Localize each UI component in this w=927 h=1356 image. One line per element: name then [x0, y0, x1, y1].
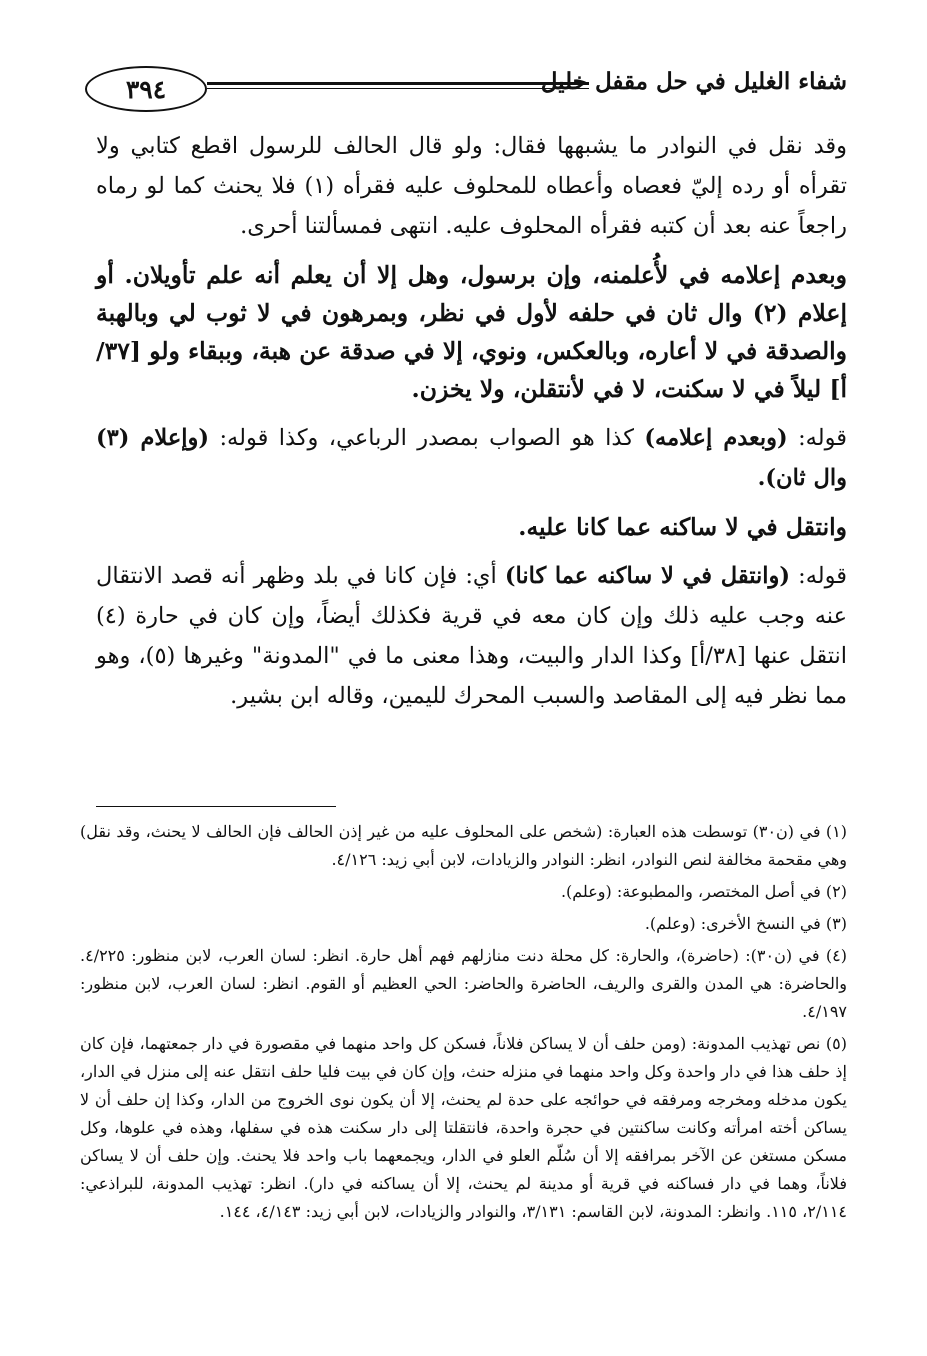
paragraph-2-quote-2: (وإعلام (٣) وال ثان). [96, 425, 847, 491]
footnote-1: (١) في (ن٣٠) توسطت هذه العبارة: (شخص على المحلوف عليه من غير إذن الحالف فإن الحالف لا يحنث، وقد نقل) وهي مقحمة مخالفة لنص النوادر، انظر: النوادر والزيادات، لابن أبي زيد: ٤/١٢٦. [80, 822, 847, 869]
running-title: شفاء الغليل في حل مقفل خليل [540, 68, 847, 95]
paragraph-3-rest: أي: فإن كانا في بلد وظهر أنه قصد الانتقال عنه وجب عليه ذلك وإن كان معه في قرية فكذلك أيضاً، وإن كان في حارة (٤) انتقل عنها [٣٨/أ] وكذا الدار والبيت، وهذا معنى ما في "المدونة" وغيرها (٥)، وهو مما نظر فيه إلى المقاصد والسبب المحرك لليمين، وقاله ابن بشير. [96, 563, 848, 709]
paragraph-2-lead: قوله: [787, 425, 847, 451]
footnote-separator [96, 806, 336, 807]
paragraph-2-quote-1: (وبعدم إعلامه) [644, 425, 788, 451]
page-number: ٣٩٤ [85, 66, 207, 112]
matn-paragraph-1: وبعدم إعلامه في لأُعلمنه، وإن برسول، وهل إلا أن يعلم أنه علم تأويلان. أو إعلام (٢) وال ثان في حلفه لأول في نظر، وبمرهون في لا ثوب لي وبالهبة والصدقة في لا أعاره، وبالعكس، ونوي، إلا في صدقة عن هبة، وببقاء ولو [٣٧/أ] ليلاً في لا سكنت، لا في لأنتقلن، ولا يخزن. [96, 261, 847, 403]
page-header [85, 62, 847, 114]
footnote-4: (٤) في (ن٣٠): (حاضرة)، والحارة: كل محلة دنت منازلهم فهم أهل حارة. انظر: لسان العرب، لابن منظور: ٤/٢٢٥. والحاضرة: هي المدن والقرى والريف، الحاضرة والحاضر: الحي العظيم أو القوم. انظر: لسان العرب، لابن منظور: ٤/١٩٧. [80, 946, 848, 1021]
paragraph-3 [96, 556, 847, 716]
main-text [96, 126, 847, 726]
footnote-2: (٢) في أصل المختصر، والمطبوعة: (وعلم). [560, 882, 847, 901]
footnotes [80, 818, 847, 1230]
paragraph-3-quote: (وانتقل في لا ساكنه عما كانا) [504, 563, 791, 589]
header-rule [207, 82, 589, 89]
paragraph-1: وقد نقل في النوادر ما يشبهها فقال: ولو قال الحالف للرسول اقطع كتابي ولا تقرأه أو رده إليّ فعصاه وأعطاه للمحلوف عليه فقرأه (١) فلا يحنث كما لو رماه راجعاً عنه بعد أن كتبه فقرأه المحلوف عليه. انتهى فمسألتنا أحرى. [96, 133, 847, 239]
footnote-3: (٣) في النسخ الأخرى: (وعلم). [644, 914, 847, 933]
paragraph-2 [96, 418, 847, 498]
matn-paragraph-2: وانتقل في لا ساكنه عما كانا عليه. [518, 513, 847, 541]
footnote-5: (٥) نص تهذيب المدونة: (ومن حلف أن لا يساكن فلاناً، فسكن كل واحد منهما في مقصورة في دار جمعتهما، فإن كان إذ حلف هذا في دار واحدة وكل واحد منهما في منزله حنث، وإن كان في بيت فليا حلف انتقل عنه إلى منزل في الدار، يكون مدخله ومخرجه ومرفقه في حوائجه على حدة لم يحنث، إلا أن يكون نوى الخروج من الدار، وكذا إن حلف أن لا يساكن أخته امرأته وكانت ساكنتين في حجرة واحدة، فانتقلتا إلى دار سكنت هذه في سفلها، وهذه في علوها، وكل مسكن مستغن عن الآخر بمرافقه إلا أن سُلّم العلو في الدار، ويجمعهما باب واحد فلا يحنث. وإن حلف أن لا يساكن فلاناً، وهما في دار فساكنه في قرية أو مدينة لم يحنث، إلا أن يساكنه في دار). انظر: تهذيب المدونة، للبراذعي: ٢/١١٤، ١١٥. وانظر: المدونة، لابن القاسم: ٣/١٣١، والنوادر والزيادات، لابن أبي زيد: ٤/١٤٣، ١٤٤. [80, 1034, 848, 1221]
paragraph-2-middle: كذا هو الصواب بمصدر الرباعي، وكذا قوله: [209, 425, 645, 451]
paragraph-3-lead: قوله: [790, 563, 847, 589]
